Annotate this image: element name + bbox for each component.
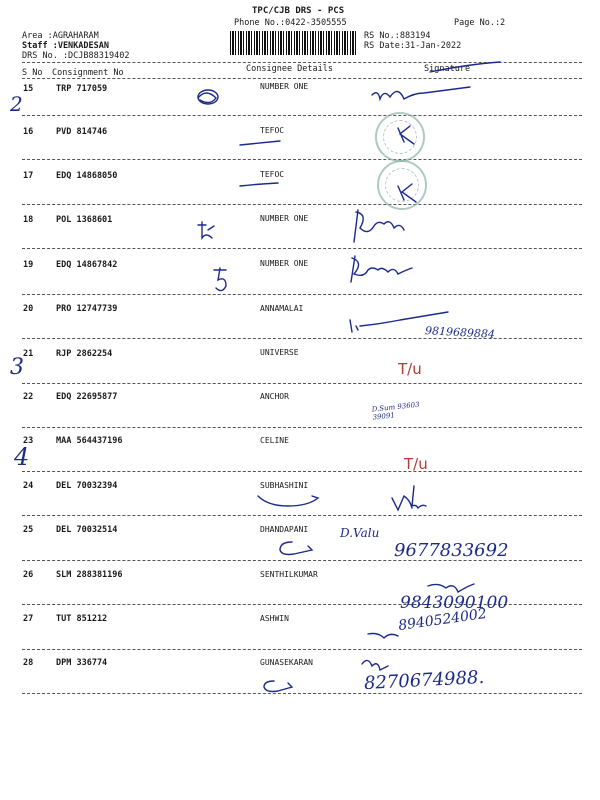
row-28-consignment: DPM 336774: [56, 658, 108, 668]
handwritten-tu-row-23: T/u: [404, 455, 428, 473]
stamp-seal: [377, 160, 427, 210]
row-25-consignment: DEL 70032514: [56, 525, 118, 535]
row-divider: [22, 471, 582, 472]
row-17-sno: 17: [23, 171, 34, 181]
row-divider: [22, 159, 582, 160]
row-27-consignee: ASHWIN: [260, 614, 289, 623]
row-23-consignee: CELINE: [260, 436, 289, 445]
row-19-consignee: NUMBER ONE: [260, 259, 309, 268]
row-26-consignment: SLM 288381196: [56, 570, 123, 580]
handwritten-note-row-22: D.Sum 93603 39091: [371, 400, 420, 422]
margin-number-2: 2: [10, 92, 23, 116]
row-19-sno: 19: [23, 260, 34, 270]
row-15-consignee: NUMBER ONE: [260, 82, 309, 91]
phone-number: Phone No.:0422-3505555: [234, 18, 347, 28]
barcode: [230, 31, 358, 55]
row-28-sno: 28: [23, 658, 34, 668]
row-21-sno: 21: [23, 349, 34, 359]
margin-number-3: 3: [10, 355, 24, 380]
handwritten-name-row-25: D.Valu: [340, 526, 380, 540]
handwritten-phone-row-25: 9677833692: [394, 540, 509, 561]
row-18-consignment: POL 1368601: [56, 215, 113, 225]
row-18-sno: 18: [23, 215, 34, 225]
row-17-consignee: TEFOC: [260, 170, 285, 179]
row-21-consignment: RJP 2862254: [56, 349, 113, 359]
row-21-consignee: UNIVERSE: [260, 348, 299, 357]
row-divider: [22, 427, 582, 428]
row-divider: [22, 515, 582, 516]
page-number: Page No.:2: [454, 18, 506, 28]
doc-title: TPC/CJB DRS - PCS: [252, 6, 345, 16]
row-divider: [22, 248, 582, 249]
header-divider: [22, 62, 582, 63]
col-header-consignee: Consignee Details: [246, 64, 333, 74]
columns-divider: [22, 78, 582, 79]
row-26-sno: 26: [23, 570, 34, 580]
row-23-consignment: MAA 564437196: [56, 436, 123, 446]
handwritten-phone-row-28: 8270674988.: [363, 666, 485, 695]
row-19-consignment: EDQ 14867842: [56, 260, 118, 270]
row-26-consignee: SENTHILKUMAR: [260, 570, 318, 579]
row-22-consignment: EDQ 22695877: [56, 392, 118, 402]
row-16-sno: 16: [23, 127, 34, 137]
area-label: Area :AGRAHARAM: [22, 31, 99, 41]
row-16-consignee: TEFOC: [260, 126, 285, 135]
row-16-consignment: PVD 814746: [56, 127, 108, 137]
row-18-consignee: NUMBER ONE: [260, 214, 309, 223]
row-20-consignment: PRO 12747739: [56, 304, 118, 314]
row-22-sno: 22: [23, 392, 34, 402]
row-divider: [22, 693, 582, 694]
col-header-signature: Signature: [424, 64, 471, 74]
handwritten-phone-row-20: 9819689884: [424, 324, 496, 341]
staff-label: Staff :VENKADESAN: [22, 41, 109, 51]
rs-number: RS No.:883194: [364, 31, 431, 41]
row-28-consignee: GUNASEKARAN: [260, 658, 313, 667]
row-15-consignment: TRP 717059: [56, 84, 108, 94]
row-divider: [22, 115, 582, 116]
row-24-consignee: SUBHASHINI: [260, 481, 309, 490]
drs-number: DRS No. :DCJB88319402: [22, 51, 130, 61]
row-20-consignee: ANNAMALAI: [260, 304, 304, 313]
row-23-sno: 23: [23, 436, 34, 446]
row-24-sno: 24: [23, 481, 34, 491]
row-24-consignment: DEL 70032394: [56, 481, 118, 491]
row-divider: [22, 383, 582, 384]
row-15-sno: 15: [23, 84, 34, 94]
row-27-consignment: TUT 851212: [56, 614, 108, 624]
row-27-sno: 27: [23, 614, 34, 624]
row-25-consignee: DHANDAPANI: [260, 525, 309, 534]
row-divider: [22, 649, 582, 650]
rs-date: RS Date:31-Jan-2022: [364, 41, 462, 51]
row-divider: [22, 294, 582, 295]
handwritten-phone-row-27a: 9843090100: [400, 593, 509, 613]
handwritten-tu-row-21: T/u: [398, 360, 422, 378]
row-20-sno: 20: [23, 304, 34, 314]
row-divider: [22, 338, 582, 339]
row-17-consignment: EDQ 14868050: [56, 171, 118, 181]
handwritten-phone-row-27b: 8940524002: [397, 605, 488, 635]
row-25-sno: 25: [23, 525, 34, 535]
row-22-consignee: ANCHOR: [260, 392, 289, 401]
col-header-consignment: Consignment No: [52, 68, 124, 78]
row-divider: [22, 204, 582, 205]
col-header-sno: S No: [22, 68, 43, 78]
stamp-seal: [375, 112, 425, 162]
margin-number-4: 4: [14, 443, 30, 471]
